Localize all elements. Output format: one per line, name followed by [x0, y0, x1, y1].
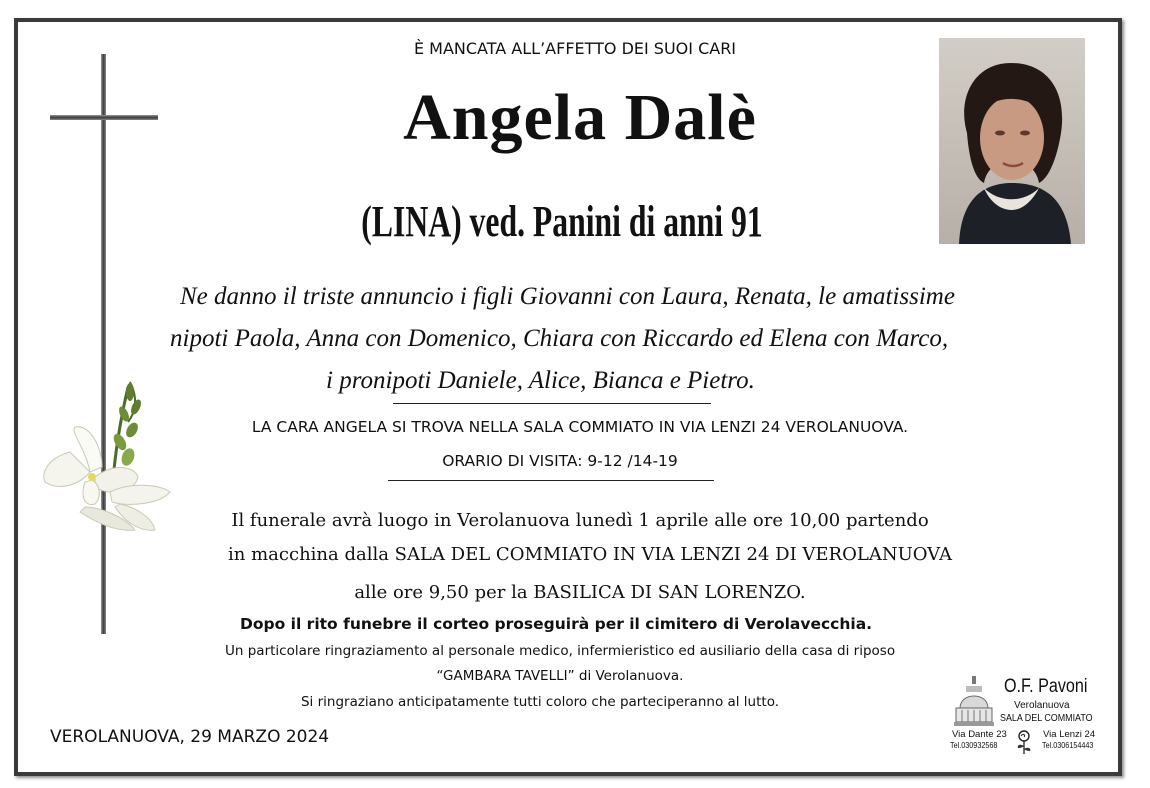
procession-note: Dopo il rito funebre il corteo proseguirà per il cimitero di Verolavecchia.: [240, 615, 873, 633]
dome-icon: [952, 674, 996, 728]
announcement-line-3: i pronipoti Daniele, Alice, Bianca e Pietro.: [326, 367, 755, 394]
thanks-line-2: “GAMBARA TAVELLI” di Verolanuova.: [436, 668, 684, 684]
announcement-line-2: nipoti Paola, Anna con Domenico, Chiara con Riccardo ed Elena con Marco,: [170, 325, 949, 352]
funeral-home-logo: [946, 672, 1106, 758]
funeral-home-hall: SALA DEL COMMIATO: [1000, 712, 1093, 724]
divider: [393, 403, 711, 404]
rose-icon: [1014, 728, 1034, 756]
address-left: Via Dante 23: [952, 729, 1007, 740]
notice-heading: È MANCATA ALL’AFFETTO DEI SUOI CARI: [413, 39, 737, 58]
address-right: Via Lenzi 24: [1043, 729, 1096, 740]
funeral-line-1: Il funerale avrà luogo in Verolanuova lunedì 1 aprile alle ore 10,00 partendo: [231, 510, 929, 531]
funeral-home-town: Verolanuova: [1014, 700, 1070, 711]
visit-location: LA CARA ANGELA SI TROVA NELLA SALA COMMIATO IN VIA LENZI 24 VEROLANUOVA.: [251, 418, 909, 436]
funeral-home-name: O.F. Pavoni: [1004, 676, 1088, 697]
visit-hours: ORARIO DI VISITA: 9-12 /14-19: [442, 452, 678, 470]
phone-left: Tel.030932568: [950, 740, 998, 750]
funeral-line-3: alle ore 9,50 per la BASILICA DI SAN LORENZO.: [354, 582, 806, 603]
flower-icon: [44, 382, 170, 530]
deceased-name: Angela Dalè: [403, 81, 757, 154]
thanks-line-1: Un particolare ringraziamento al personale medico, infermieristico ed ausiliario della casa di riposo: [225, 643, 896, 659]
dateline: VEROLANUOVA, 29 MARZO 2024: [50, 727, 330, 747]
portrait-photo: [939, 38, 1085, 244]
deceased-subtitle: (LINA) ved. Panini di anni 91: [361, 197, 763, 246]
announcement-line-1: Ne danno il triste annuncio i figli Giovanni con Laura, Renata, le amatissime: [180, 283, 955, 310]
divider: [388, 480, 714, 481]
thanks-line-3: Si ringraziano anticipatamente tutti coloro che parteciperanno al lutto.: [300, 694, 780, 710]
cross-icon: [40, 52, 190, 642]
phone-right: Tel.0306154443: [1042, 740, 1094, 750]
funeral-line-2: in macchina dalla SALA DEL COMMIATO IN VIA LENZI 24 DI VEROLANUOVA: [228, 544, 952, 565]
